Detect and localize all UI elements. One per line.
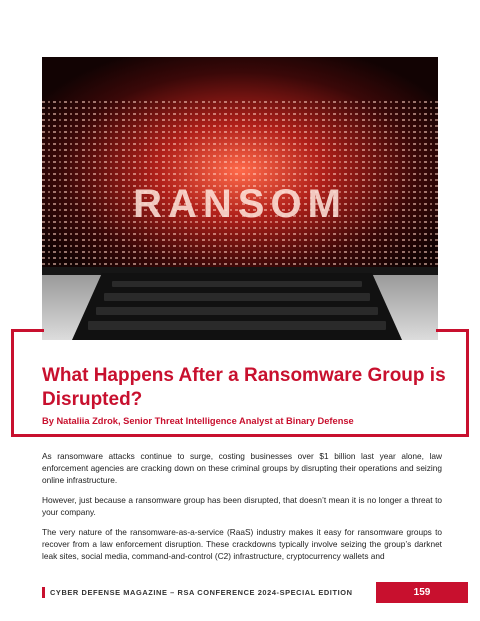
frame-right-rule bbox=[466, 329, 469, 437]
frame-bottom-rule bbox=[11, 434, 469, 437]
paragraph: However, just because a ransomware group has been disrupted, that doesn’t mean it is no longer a threat to your company. bbox=[42, 495, 442, 517]
page-number: 159 bbox=[376, 582, 468, 603]
footer-publication: CYBER DEFENSE MAGAZINE – RSA CONFERENCE 2024-SPECIAL EDITION bbox=[50, 588, 353, 597]
article-title: What Happens After a Ransomware Group is Disrupted? bbox=[42, 365, 446, 410]
frame-left-rule bbox=[11, 329, 14, 437]
frame-top-left-rule bbox=[11, 329, 44, 332]
paragraph: The very nature of the ransomware-as-a-service (RaaS) industry makes it easy for ransomware groups to recover from a law enforcement disruption. These crackdowns typically involve seizing the group’s darknet leak sites, social media, command-and-control (C2) infrastructure, cryptocurrency wallets and bbox=[42, 527, 442, 561]
hero-image bbox=[42, 57, 438, 340]
paragraph: As ransomware attacks continue to surge, costing businesses over $1 billion last year alone, law enforcement agencies are cracking down on these criminal groups by disrupting their operations and seizing online infrastructure. bbox=[42, 451, 442, 485]
article-body bbox=[42, 450, 442, 570]
article-byline: By Nataliia Zdrok, Senior Threat Intelligence Analyst at Binary Defense bbox=[42, 416, 354, 426]
frame-top-right-rule bbox=[436, 329, 469, 332]
ransom-word: RANSOM bbox=[133, 182, 347, 226]
footer-accent-bar bbox=[42, 587, 45, 598]
